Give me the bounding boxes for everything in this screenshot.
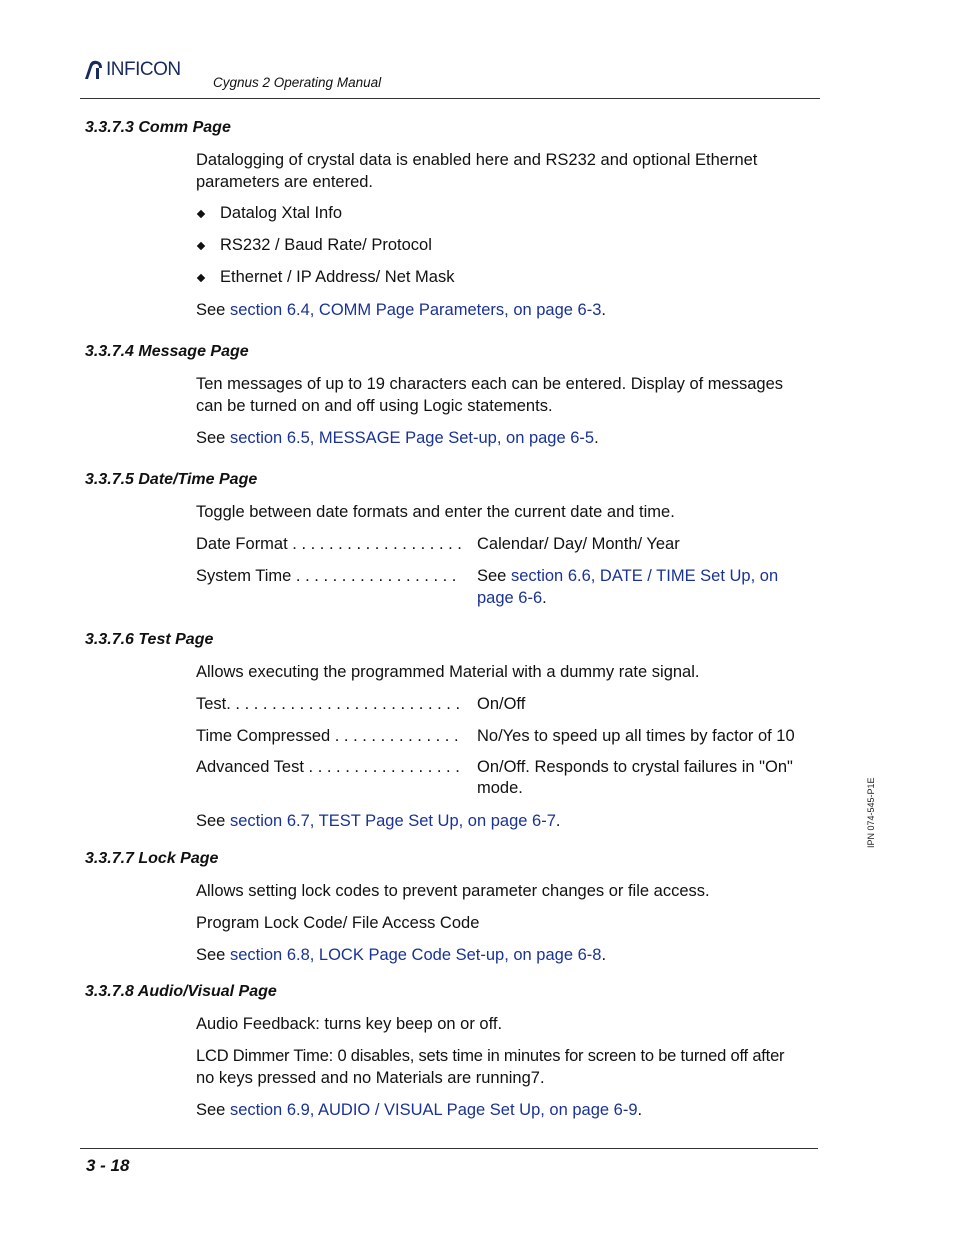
list-item-text: Ethernet / IP Address/ Net Mask	[220, 268, 455, 286]
definition-label: System Time . . . . . . . . . . . . . . . . . .	[196, 567, 457, 585]
list-item-text: Datalog Xtal Info	[220, 204, 342, 222]
paragraph-line: can be turned on and off using Logic statements.	[196, 397, 553, 415]
definition-value-line: On/Off. Responds to crystal failures in "On"	[477, 758, 793, 776]
footer-divider	[80, 1148, 818, 1149]
see-prefix: See	[196, 429, 230, 447]
paragraph-line: LCD Dimmer Time: 0 disables, sets time in minutes for screen to be turned off after	[196, 1047, 785, 1065]
definition-label: Test. . . . . . . . . . . . . . . . . . . . . . . . . .	[196, 695, 461, 713]
see-prefix: See	[196, 301, 230, 319]
definition-label: Advanced Test . . . . . . . . . . . . . . . . .	[196, 758, 460, 776]
paragraph	[196, 1045, 821, 1089]
section-heading-audio-visual: 3.3.7.8 Audio/Visual Page	[85, 983, 277, 1000]
paragraph	[196, 149, 816, 193]
cross-reference-link[interactable]: section 6.8, LOCK Page Code Set-up, on page 6-8	[229, 946, 602, 964]
definition-label: Time Compressed . . . . . . . . . . . . . .	[196, 727, 459, 745]
definition-value: Calendar/ Day/ Month/ Year	[477, 535, 680, 553]
definition-value	[477, 757, 816, 799]
definition-row	[196, 533, 816, 555]
see-prefix: See	[477, 567, 511, 585]
bullet-diamond-icon	[197, 241, 205, 249]
definition-row	[196, 725, 816, 747]
definition-value: No/Yes to speed up all times by factor of 10	[477, 727, 795, 745]
definition-row	[196, 757, 816, 799]
see-suffix: .	[542, 589, 547, 607]
list-item	[196, 204, 342, 223]
section-heading-message: 3.3.7.4 Message Page	[85, 343, 249, 360]
see-suffix: .	[594, 429, 599, 447]
section-heading-lock: 3.3.7.7 Lock Page	[85, 850, 219, 867]
definition-value	[477, 565, 816, 609]
cross-reference-link[interactable]: section 6.6, DATE / TIME Set Up, on	[510, 567, 779, 585]
definition-row	[196, 565, 816, 609]
see-suffix: .	[601, 301, 606, 319]
see-reference	[196, 427, 816, 449]
see-reference	[196, 299, 816, 321]
bullet-diamond-icon	[197, 273, 205, 281]
ipn-label: IPN 074-545-P1E	[866, 777, 876, 848]
inficon-logo	[82, 59, 181, 81]
list-item	[196, 268, 454, 287]
section-heading-test: 3.3.7.6 Test Page	[85, 631, 214, 648]
section-heading-comm: 3.3.7.3 Comm Page	[85, 119, 231, 136]
logo-text: INFICON	[106, 59, 181, 80]
definition-value: On/Off	[477, 695, 526, 713]
definition-label: Date Format . . . . . . . . . . . . . . . . . . .	[196, 535, 462, 553]
inficon-logo-icon	[82, 59, 104, 81]
cross-reference-link[interactable]: section 6.5, MESSAGE Page Set-up, on page 6-5	[229, 429, 595, 447]
paragraph: Program Lock Code/ File Access Code	[196, 914, 480, 932]
bullet-diamond-icon	[197, 209, 205, 217]
definition-value-line: mode.	[477, 779, 523, 797]
see-reference	[196, 810, 816, 832]
see-reference	[196, 944, 816, 966]
paragraph-line: Ten messages of up to 19 characters each can be entered. Display of messages	[196, 375, 783, 393]
paragraph	[196, 373, 816, 417]
cross-reference-link[interactable]: section 6.9, AUDIO / VISUAL Page Set Up, on page 6-9	[229, 1101, 638, 1119]
paragraph: Allows setting lock codes to prevent parameter changes or file access.	[196, 882, 710, 900]
section-heading-datetime: 3.3.7.5 Date/Time Page	[85, 471, 258, 488]
see-suffix: .	[601, 946, 607, 964]
manual-title: Cygnus 2 Operating Manual	[213, 75, 382, 90]
cross-reference-link[interactable]: page 6-6	[477, 589, 543, 607]
header-divider	[80, 98, 820, 99]
list-item	[196, 236, 432, 255]
see-suffix: .	[637, 1101, 643, 1119]
paragraph: Audio Feedback: turns key beep on or off.	[196, 1015, 503, 1033]
paragraph-line: no keys pressed and no Materials are running7.	[196, 1069, 545, 1087]
see-prefix: See	[196, 946, 230, 964]
paragraph-line: parameters are entered.	[196, 173, 374, 191]
see-prefix: See	[196, 1101, 230, 1119]
cross-reference-link[interactable]: section 6.7, TEST Page Set Up, on page 6-7	[229, 812, 556, 830]
see-suffix: .	[555, 812, 561, 830]
cross-reference-link[interactable]: section 6.4, COMM Page Parameters, on page 6-3	[229, 301, 602, 319]
definition-row	[196, 693, 816, 715]
list-item-text: RS232 / Baud Rate/ Protocol	[220, 236, 432, 254]
paragraph: Toggle between date formats and enter the current date and time.	[196, 503, 675, 521]
paragraph-line: Datalogging of crystal data is enabled here and RS232 and optional Ethernet	[196, 151, 758, 169]
see-reference	[196, 1099, 816, 1121]
paragraph: Allows executing the programmed Material with a dummy rate signal.	[196, 663, 700, 681]
page-number: 3 - 18	[86, 1156, 130, 1175]
see-prefix: See	[196, 812, 230, 830]
